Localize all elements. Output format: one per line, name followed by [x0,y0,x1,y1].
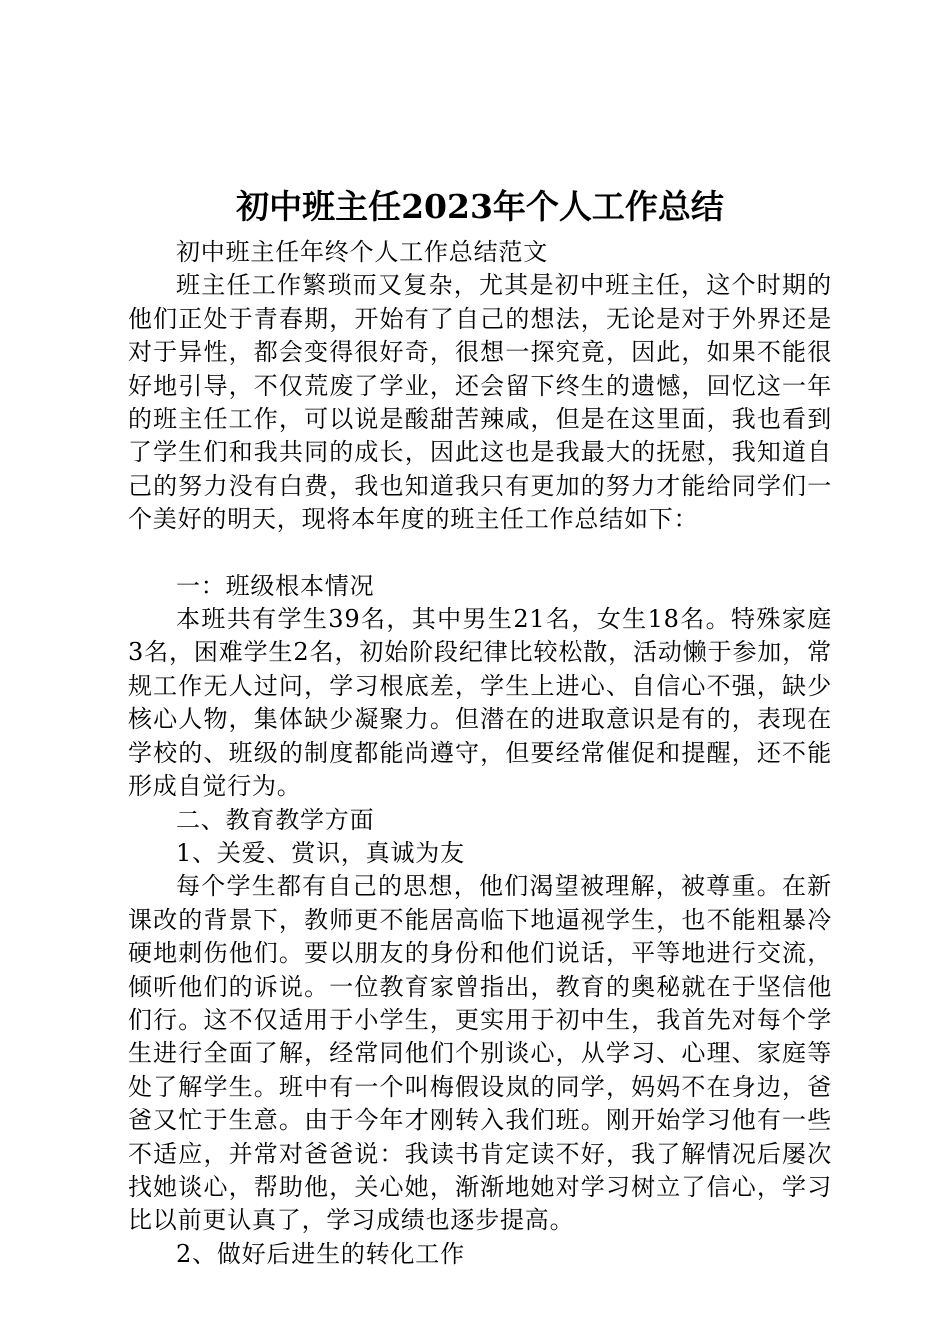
subsection-heading-1: 1、关爱、赏识，真诚为友 [176,838,465,867]
intro-paragraph: 班主任工作繁琐而又复杂，尤其是初中班主任，这个时期的他们正处于青春期，开始有了自己的想法，无论是对于外界还是对于异性，都会变得很好奇，很想一探究竟，因此，如果不能很好地引导，不仅荒废了学业，还会留下终生的遗憾，回忆这一年的班主任工作，可以说是酸甜苦辣咸，但是在这里面，我也看到了学生们和我共同的成长，因此这也是我最大的抚慰，我知道自己的努力没有白费，我也知道我只有更加的努力才能给同学们一个美好的明天，现将本年度的班主任工作总结如下： [128,271,832,534]
section-heading-2: 二、教育教学方面 [176,805,375,834]
document-title: 初中班主任2023年个人工作总结 [236,187,724,226]
subtitle-paragraph: 初中班主任年终个人工作总结范文 [176,238,548,266]
paragraph-gap [128,537,832,570]
care-paragraph: 每个学生都有自己的思想，他们渴望被理解，被尊重。在新课改的背景下，教师更不能居高临下地逼视学生，也不能粗暴冷硬地刺伤他们。要以朋友的身份和他们说话，平等地进行交流，倾听他们的诉说。一位教育家曾指出，教育的奥秘就在于坚信他们行。这不仅适用于小学生，更实用于初中生，我首先对每个学生进行全面了解，经常同他们个别谈心，从学习、心理、家庭等处了解学生。班中有一个叫梅假设岚的同学，妈妈不在身边，爸爸又忙于生意。由于今年才刚转入我们班。刚开始学习他有一些不适应，并常对爸爸说：我读书肯定读不好，我了解情况后屡次找她谈心，帮助他，关心她，渐渐地她对学习树立了信心，学习比以前更认真了，学习成绩也逐步提高。 [128,872,832,1235]
section-heading-1: 一：班级根本情况 [176,571,375,600]
subsection-heading-2: 2、做好后进生的转化工作 [176,1239,465,1268]
document-page [128,178,832,1271]
class-situation-paragraph: 本班共有学生39名，其中男生21名，女生18名。特殊家庭3名，困难学生2名，初始阶段纪律比较松散，活动懒于参加，常规工作无人过问，学习根底差，学生上进心、自信心不强，缺少核心人物，集体缺少凝聚力。但潜在的进取意识是有的，表现在学校的、班级的制度都能尚遵守，但要经常催促和提醒，还不能形成自觉行为。 [128,605,832,801]
